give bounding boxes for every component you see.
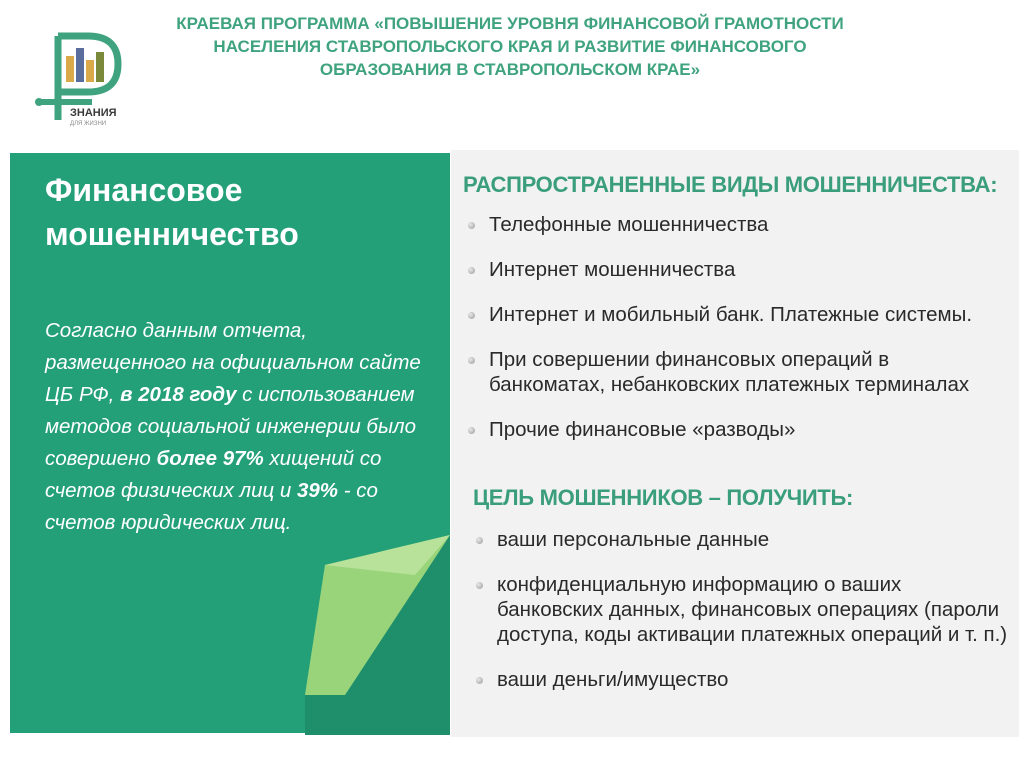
list-item: Прочие финансовые «разводы» <box>465 417 1010 442</box>
bullet-icon <box>468 222 475 229</box>
fraud-goal-list <box>473 527 1013 692</box>
right-panel <box>457 150 1019 737</box>
list-item: Интернет и мобильный банк. Платежные системы. <box>465 302 1010 327</box>
page-curl-decoration <box>305 535 455 735</box>
bullet-icon <box>468 427 475 434</box>
fraud-types-list <box>465 212 1010 442</box>
logo-text: ЗНАНИЯ <box>70 107 117 119</box>
fraud-types-title: РАСПРОСТРАНЕННЫЕ ВИДЫ МОШЕННИЧЕСТВА: <box>463 172 998 197</box>
program-title: КРАЕВАЯ ПРОГРАММА «ПОВЫШЕНИЕ УРОВНЯ ФИНАНСОВОЙ ГРАМОТНОСТИ НАСЕЛЕНИЯ СТАВРОПОЛЬСКОГО КРАЯ И РАЗВИТИЕ ФИНАНСОВОГО ОБРАЗОВАНИЯ В СТАВРОПОЛЬСКОМ КРАЕ» <box>176 14 844 79</box>
bullet-icon <box>476 677 483 684</box>
left-heading: Финансовое мошенничество <box>45 172 299 252</box>
logo-subtext: ДЛЯ ЖИЗНИ <box>70 121 107 127</box>
bullet-icon <box>468 312 475 319</box>
left-panel <box>5 150 451 737</box>
bullet-icon <box>468 357 475 364</box>
bullet-icon <box>468 267 475 274</box>
list-item: При совершении финансовых операций в банкоматах, небанковских платежных терминалах <box>465 347 1010 397</box>
list-item: Телефонные мошенничества <box>465 212 1010 237</box>
list-item: ваши персональные данные <box>473 527 1013 552</box>
list-item: конфиденциальную информацию о ваших банковских данных, финансовых операциях (пароли доступа, коды активации платежных операций и т. п.) <box>473 572 1013 647</box>
left-body-text: Согласно данным отчета, размещенного на официальном сайте ЦБ РФ, в 2018 году с использованием методов социальной инженерии было совершено более 97% хищений со счетов физических лиц и 39% - со счетов юридических лиц. <box>45 319 421 534</box>
bullet-icon <box>476 582 483 589</box>
list-item: ваши деньги/имущество <box>473 667 1013 692</box>
fraud-goal-title: ЦЕЛЬ МОШЕННИКОВ – ПОЛУЧИТЬ: <box>473 485 854 510</box>
logo-icon <box>30 28 130 128</box>
bullet-icon <box>476 537 483 544</box>
slide <box>5 150 1019 737</box>
list-item: Интернет мошенничества <box>465 257 1010 282</box>
header <box>0 0 1024 140</box>
